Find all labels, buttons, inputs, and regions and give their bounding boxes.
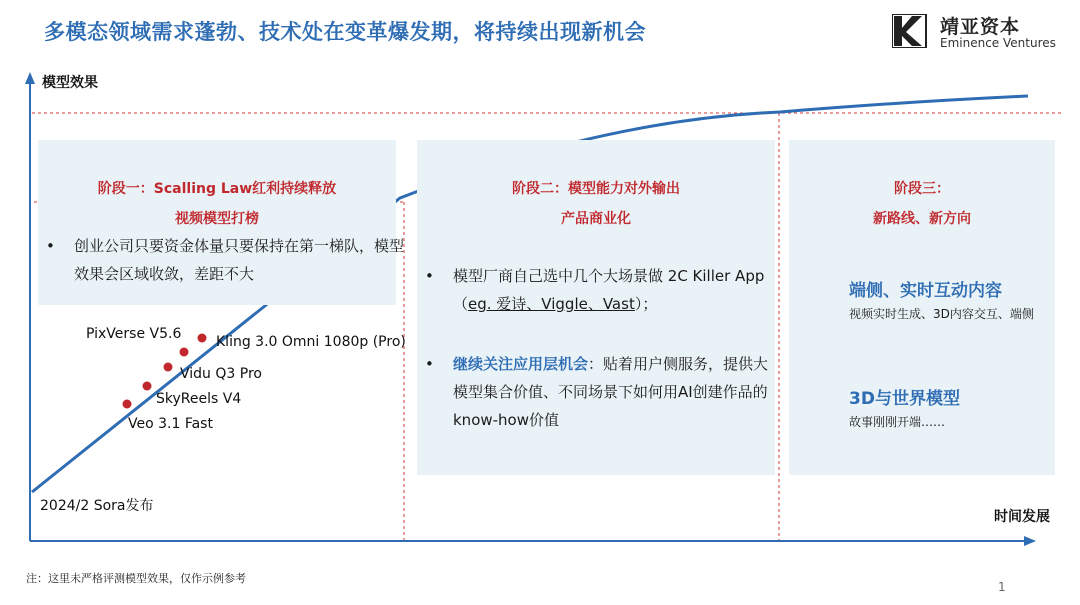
footnote: 注：这里未严格评测模型效果，仅作示例参考	[26, 572, 246, 585]
stage2-heading-line1: 阶段二：模型能力对外输出	[512, 181, 680, 197]
ev-logo-icon	[892, 14, 932, 48]
stage2-panel	[417, 140, 775, 475]
stage2-bullet-1-part-c: ）；	[634, 295, 658, 313]
stage2-bullet-2-highlight: 继续关注应用层机会	[453, 355, 589, 373]
stage2-heading-line2: 产品商业化	[561, 211, 631, 227]
stage2-bullet-1-text	[453, 262, 771, 318]
stage1-bullet	[46, 232, 404, 288]
model-label-vidu: Vidu Q3 Pro	[180, 366, 262, 382]
stage1-panel	[38, 140, 405, 305]
origin-label: 2024/2 Sora发布	[40, 498, 154, 514]
stage2-bullet-2-text	[453, 350, 771, 434]
bullet-dot-icon: •	[425, 267, 434, 285]
stage1-heading-line1: 阶段一：Scalling Law红利持续释放	[97, 181, 337, 197]
model-label-pixverse: PixVerse V5.6	[86, 326, 182, 342]
bullet-dot-icon: •	[46, 237, 55, 255]
stage3-sub1-heading: 端侧、实时互动内容	[849, 281, 1002, 301]
stage3-heading-line1: 阶段三：	[894, 181, 950, 197]
y-axis-label: 模型效果	[42, 75, 98, 91]
page-title: 多模态领域需求蓬勃、技术处在变革爆发期，将持续出现新机会	[44, 20, 646, 44]
stage2-bullet-1-examples: eg. 爱诗、Viggle、Vast	[468, 295, 635, 313]
stage3-sub1-text: 视频实时生成、3D内容交互、端侧	[849, 307, 1034, 321]
bullet-dot-icon: •	[425, 355, 434, 373]
stage3-sub2-text: 故事刚刚开端……	[849, 415, 946, 429]
stage2-bullet-2-rest: ：贴着用户侧服务，提供大模型集合价值、不同场景下如何用AI创建作品的know-how价值	[453, 355, 769, 429]
stage2-bullet-1-part-a: 模型厂商自己选中几个大场景做 2C Killer App（	[453, 267, 765, 313]
company-logo	[892, 12, 1062, 52]
page-number: 1	[998, 580, 1006, 594]
model-label-veo: Veo 3.1 Fast	[128, 416, 213, 432]
stage2-bullet-1	[425, 262, 771, 318]
stage1-heading-line2: 视频模型打榜	[175, 211, 259, 227]
stage3-panel	[789, 140, 1055, 475]
x-axis-label: 时间发展	[994, 509, 1050, 525]
stage1-bullet-text: 创业公司只要资金体量只要保持在第一梯队，模型效果会区域收敛，差距不大	[74, 237, 405, 283]
logo-english-name: Eminence Ventures	[940, 36, 1056, 50]
stage3-sub2-heading: 3D与世界模型	[849, 389, 960, 409]
stage2-bullet-2	[425, 350, 771, 434]
model-label-kling: Kling 3.0 Omni 1080p (Pro)	[216, 334, 406, 350]
y-axis-arrow-icon	[25, 72, 35, 84]
x-axis-arrow-icon	[1024, 536, 1036, 546]
stage3-heading-line2: 新路线、新方向	[873, 211, 971, 227]
logo-chinese-name: 靖亚资本	[940, 16, 1021, 38]
model-label-skyreels: SkyReels V4	[156, 391, 242, 407]
